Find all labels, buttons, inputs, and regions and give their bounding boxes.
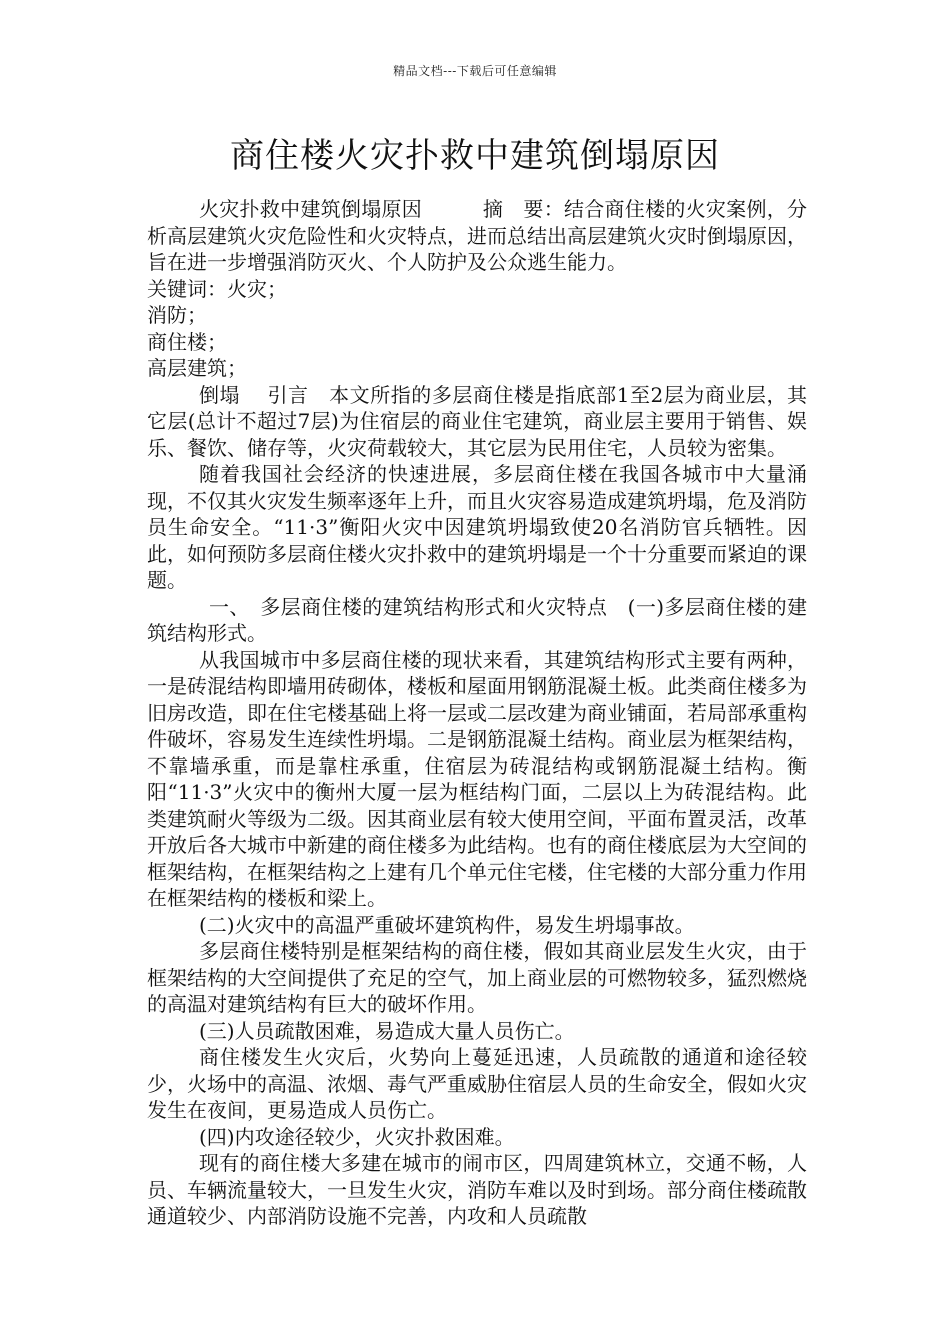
body-paragraph: 随着我国社会经济的快速进展，多层商住楼在我国各城市中大量涌现，不仅其火灾发生频率逐年上升，而且火灾容易造成建筑坍塌，危及消防员生命安全。“11·3”衡阳火灾中因建筑坍塌致使20名消防官兵牺牲。因此，如何预防多层商住楼火灾扑救中的建筑坍塌是一个十分重要而紧迫的课题。 (147, 462, 807, 592)
keyword-line: 商住楼； (147, 329, 227, 354)
section-heading: 一、 多层商住楼的建筑结构形式和火灾特点 (一)多层商住楼的建筑结构形式。 (147, 594, 807, 645)
subsection-heading: (四)内攻途径较少，火灾扑救困难。 (199, 1124, 515, 1149)
keyword-line: 关键词：火灾； (147, 276, 287, 301)
document-body (147, 196, 807, 1230)
body-paragraph: 多层商住楼特别是框架结构的商住楼，假如其商业层发生火灾，由于框架结构的大空间提供了充足的空气，加上商业层的可燃物较多，猛烈燃烧的高温对建筑结构有巨大的破坏作用。 (147, 939, 807, 1016)
body-paragraph: 商住楼发生火灾后，火势向上蔓延迅速，人员疏散的通道和途径较少，火场中的高温、浓烟、毒气严重威胁住宿层人员的生命安全，假如火灾发生在夜间，更易造成人员伤亡。 (147, 1045, 807, 1122)
document-title: 商住楼火灾扑救中建筑倒塌原因 (230, 136, 720, 176)
abstract-paragraph: 火灾扑救中建筑倒塌原因 摘 要：结合商住楼的火灾案例，分析高层建筑火灾危险性和火灾特点，进而总结出高层建筑火灾时倒塌原因，旨在进一步增强消防灭火、个人防护及公众逃生能力。 (147, 197, 807, 274)
body-paragraph: 从我国城市中多层商住楼的现状来看，其建筑结构形式主要有两种，一是砖混结构即墙用砖砌体，楼板和屋面用钢筋混凝土板。此类商住楼多为旧房改造，即在住宅楼基础上将一层或二层改建为商业铺面，若局部承重构件破坏，容易发生连续性坍塌。二是钢筋混凝土结构。商业层为框架结构，不靠墙承重，而是靠柱承重，住宿层为砖混结构或钢筋混凝土结构。衡阳“11·3”火灾中的衡州大厦一层为框结构门面，二层以上为砖混结构。此类建筑耐火等级为二级。因其商业层有较大使用空间，平面布置灵活，改革开放后各大城市中新建的商住楼多为此结构。也有的商住楼底层为大空间的框架结构，在框架结构之上建有几个单元住宅楼，住宅楼的大部分重力作用在框架结构的楼板和梁上。 (147, 647, 807, 910)
keyword-line: 消防； (147, 303, 207, 327)
subsection-heading: (二)火灾中的高温严重破坏建筑构件，易发生坍塌事故。 (199, 912, 695, 937)
page-header: 精品文档---下载后可任意编辑 (393, 64, 557, 78)
body-paragraph: 现有的商住楼大多建在城市的闹市区，四周建筑林立，交通不畅，人员、车辆流量较大，一旦发生火灾，消防车难以及时到场。部分商住楼疏散通道较少、内部消防设施不完善，内攻和人员疏散 (147, 1151, 807, 1228)
intro-paragraph: 倒塌 引言 本文所指的多层商住楼是指底部1至2层为商业层，其它层(总计不超过7层)为住宿层的商业住宅建筑，商业层主要用于销售、娱乐、餐饮、储存等，火灾荷载较大，其它层为民用住宅，人员较为密集。 (147, 382, 807, 460)
subsection-heading: (三)人员疏散困难，易造成大量人员伤亡。 (199, 1018, 575, 1043)
keyword-line: 高层建筑； (147, 356, 247, 380)
